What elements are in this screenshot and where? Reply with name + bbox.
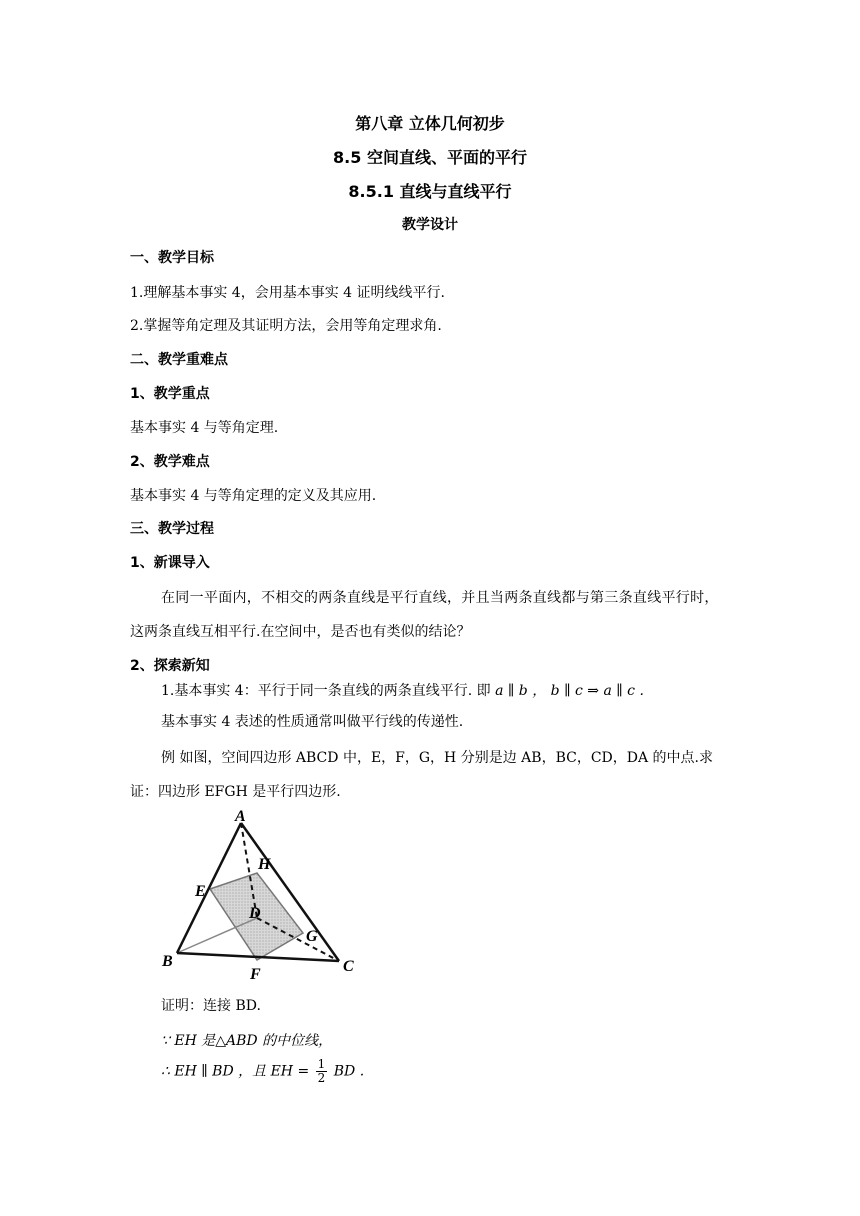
objective-1: 1.理解基本事实 4，会用基本事实 4 证明线线平行. xyxy=(130,285,445,301)
proof-line-1: 证明：连接 BD. xyxy=(161,998,261,1014)
subsection-title: 8.5.1 直线与直线平行 xyxy=(348,182,512,201)
heading-difficult-points: 2、教学难点 xyxy=(130,454,210,470)
proof-line-3-prefix: ∴ EH ∥ BD ，且 EH = xyxy=(161,1063,310,1080)
key-points-text: 基本事实 4 与等角定理. xyxy=(130,420,279,436)
fraction-denominator: 2 xyxy=(317,1071,326,1085)
label-g: G xyxy=(306,928,318,945)
section-title: 8.5 空间直线、平面的平行 xyxy=(333,148,527,167)
difficult-points-text: 基本事实 4 与等角定理的定义及其应用. xyxy=(130,488,377,504)
heading-intro: 1、新课导入 xyxy=(130,555,210,571)
fact4-prefix: 1.基本事实 4：平行于同一条直线的两条直线平行. 即 xyxy=(161,683,491,699)
objective-2: 2.掌握等角定理及其证明方法，会用等角定理求角. xyxy=(130,318,442,334)
proof-line-3 xyxy=(161,1058,364,1085)
doc-type-title: 教学设计 xyxy=(402,217,458,233)
fact4-note: 基本事实 4 表述的性质通常叫做平行线的传递性. xyxy=(161,714,464,730)
label-e: E xyxy=(195,883,206,900)
intro-line-2: 这两条直线互相平行.在空间中，是否也有类似的结论？ xyxy=(130,624,471,640)
label-a: A xyxy=(235,808,246,825)
intro-line-1: 在同一平面内，不相交的两条直线是平行直线，并且当两条直线都与第三条直线平行时， xyxy=(161,590,719,606)
chapter-title: 第八章 立体几何初步 xyxy=(355,114,505,133)
heading-explore: 2、探索新知 xyxy=(130,658,210,674)
proof-line-2 xyxy=(161,1030,332,1050)
label-c: C xyxy=(343,958,354,975)
label-h: H xyxy=(258,856,271,873)
label-b: B xyxy=(162,953,173,970)
fraction-one-half xyxy=(316,1058,328,1085)
heading-key-difficult: 二、教学重难点 xyxy=(130,352,228,368)
heading-process: 三、教学过程 xyxy=(130,521,214,537)
proof-line-3-suffix: BD . xyxy=(333,1063,365,1080)
example-line-1: 例 如图，空间四边形 ABCD 中，E，F，G，H 分别是边 AB，BC，CD，DA 的中点.求 xyxy=(161,750,714,766)
example-line-2: 证：四边形 EFGH 是平行四边形. xyxy=(130,784,341,800)
label-f: F xyxy=(250,966,261,983)
heading-key-points: 1、教学重点 xyxy=(130,386,210,402)
fact4-line xyxy=(161,680,644,700)
proof-line-2-text: ∵ EH 是△ABD 的中位线， xyxy=(161,1033,333,1049)
heading-objectives: 一、教学目标 xyxy=(130,250,214,266)
label-d: D xyxy=(249,905,261,922)
fraction-numerator: 1 xyxy=(317,1057,326,1071)
fact4-formula: a ∥ b ， b ∥ c ⇒ a ∥ c . xyxy=(495,683,644,699)
tetrahedron-figure xyxy=(160,805,370,985)
